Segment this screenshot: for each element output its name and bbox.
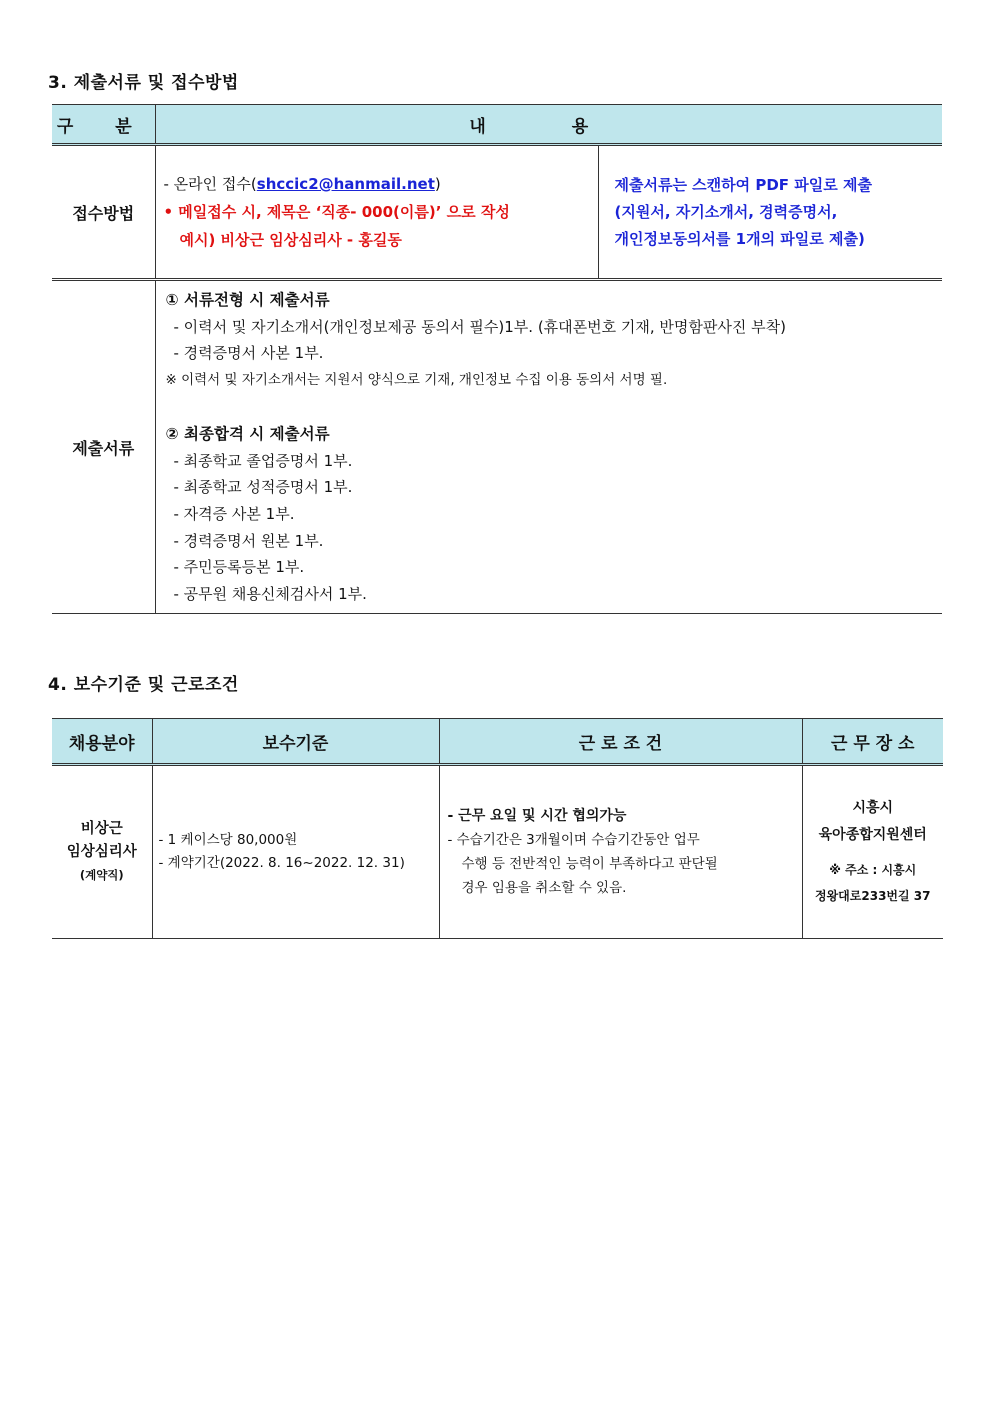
- mail-subject-example: 예시) 비상근 임상심리사 - 홍길동: [179, 231, 402, 249]
- pay-line-1: - 1 케이스당 80,000원: [158, 832, 298, 848]
- field-line-3: (계약직): [79, 867, 124, 882]
- conditions-table: [52, 718, 943, 939]
- header-field: 채용분야: [52, 719, 152, 765]
- conditions-row: [52, 765, 943, 939]
- online-receipt-suffix: ): [434, 175, 441, 193]
- header-category: 구 분: [52, 105, 155, 145]
- submission-table-header: [52, 105, 942, 145]
- first-stage-item: - 경력증명서 사본 1부.: [173, 344, 324, 363]
- addr-line-2: 정왕대로233번길 37: [815, 889, 931, 903]
- cond-line-1: - 근무 요일 및 시간 협의가능: [447, 808, 627, 824]
- header-place: 근 무 장 소: [831, 733, 915, 754]
- documents-details: [155, 280, 942, 614]
- final-stage-item: - 최종학교 졸업증명서 1부.: [173, 451, 353, 470]
- place-line-1: 시흥시: [852, 800, 894, 816]
- section-3-title: 3. 제출서류 및 접수방법: [48, 73, 239, 93]
- pay-line-2: - 계약기간(2022. 8. 16~2022. 12. 31): [158, 855, 405, 871]
- final-stage-item: - 자격증 사본 1부.: [173, 504, 295, 523]
- pay-standard: [152, 765, 439, 939]
- scan-note-line-1: 제출서류는 스캔하여 PDF 파일로 제출: [614, 175, 872, 194]
- first-stage-note: ※ 이력서 및 자기소개서는 지원서 양식으로 기재, 개인정보 수집 이용 동의서 서명 필.: [165, 372, 668, 389]
- conditions-table-header: [52, 719, 943, 765]
- receipt-method-label: 접수방법: [52, 145, 155, 280]
- first-stage-item: - 이력서 및 자기소개서(개인정보제공 동의서 필수)1부. (휴대폰번호 기재, 반명함판사진 부착): [173, 317, 786, 336]
- final-stage-title: ② 최종합격 시 제출서류: [165, 424, 330, 443]
- field-line-1: 비상근: [80, 820, 123, 837]
- recruit-field: [52, 765, 152, 939]
- place-address: [803, 857, 944, 909]
- email-link[interactable]: shccic2@hanmail.net: [256, 175, 435, 193]
- field-line-2: 임상심리사: [66, 843, 137, 860]
- work-place: [802, 765, 943, 939]
- header-content: 내 용: [469, 116, 629, 137]
- scan-note-line-2: (지원서, 자기소개서, 경력증명서,: [614, 202, 838, 221]
- online-receipt-prefix: - 온라인 접수(: [163, 175, 257, 193]
- receipt-method-details: [155, 145, 598, 280]
- submission-table: [52, 104, 942, 614]
- header-pay: 보수기준: [152, 719, 439, 765]
- section-4-title: 4. 보수기준 및 근로조건: [48, 675, 239, 695]
- final-stage-item: - 공무원 채용신체검사서 1부.: [173, 585, 367, 604]
- receipt-method-row: [52, 145, 942, 280]
- documents-label: 제출서류: [52, 280, 155, 614]
- header-conditions: 근 로 조 건: [439, 719, 802, 765]
- first-stage-title: ① 서류전형 시 제출서류: [165, 291, 330, 309]
- scan-note-line-3: 개인정보동의서를 1개의 파일로 제출): [614, 229, 865, 248]
- cond-line-2: - 수습기간은 3개월이며 수습기간동안 업무: [447, 832, 700, 848]
- mail-subject-note: • 메일접수 시, 제목은 ‘직종- 000(이름)’ 으로 작성: [163, 203, 510, 221]
- documents-row: [52, 280, 942, 614]
- online-receipt-line: [164, 170, 598, 198]
- final-stage-item: - 경력증명서 원본 1부.: [173, 531, 324, 550]
- final-stage-item: - 주민등록등본 1부.: [173, 558, 305, 577]
- scan-note: [598, 145, 942, 280]
- final-stage-item: - 최종학교 성적증명서 1부.: [173, 478, 353, 497]
- place-line-2: 육아종합지원센터: [818, 827, 927, 843]
- addr-line-1: ※ 주소 : 시흥시: [829, 863, 917, 877]
- cond-line-3: 수행 등 전반적인 능력이 부족하다고 판단될: [461, 856, 718, 872]
- work-conditions: [439, 765, 802, 939]
- cond-line-4: 경우 임용을 취소할 수 있음.: [461, 880, 627, 896]
